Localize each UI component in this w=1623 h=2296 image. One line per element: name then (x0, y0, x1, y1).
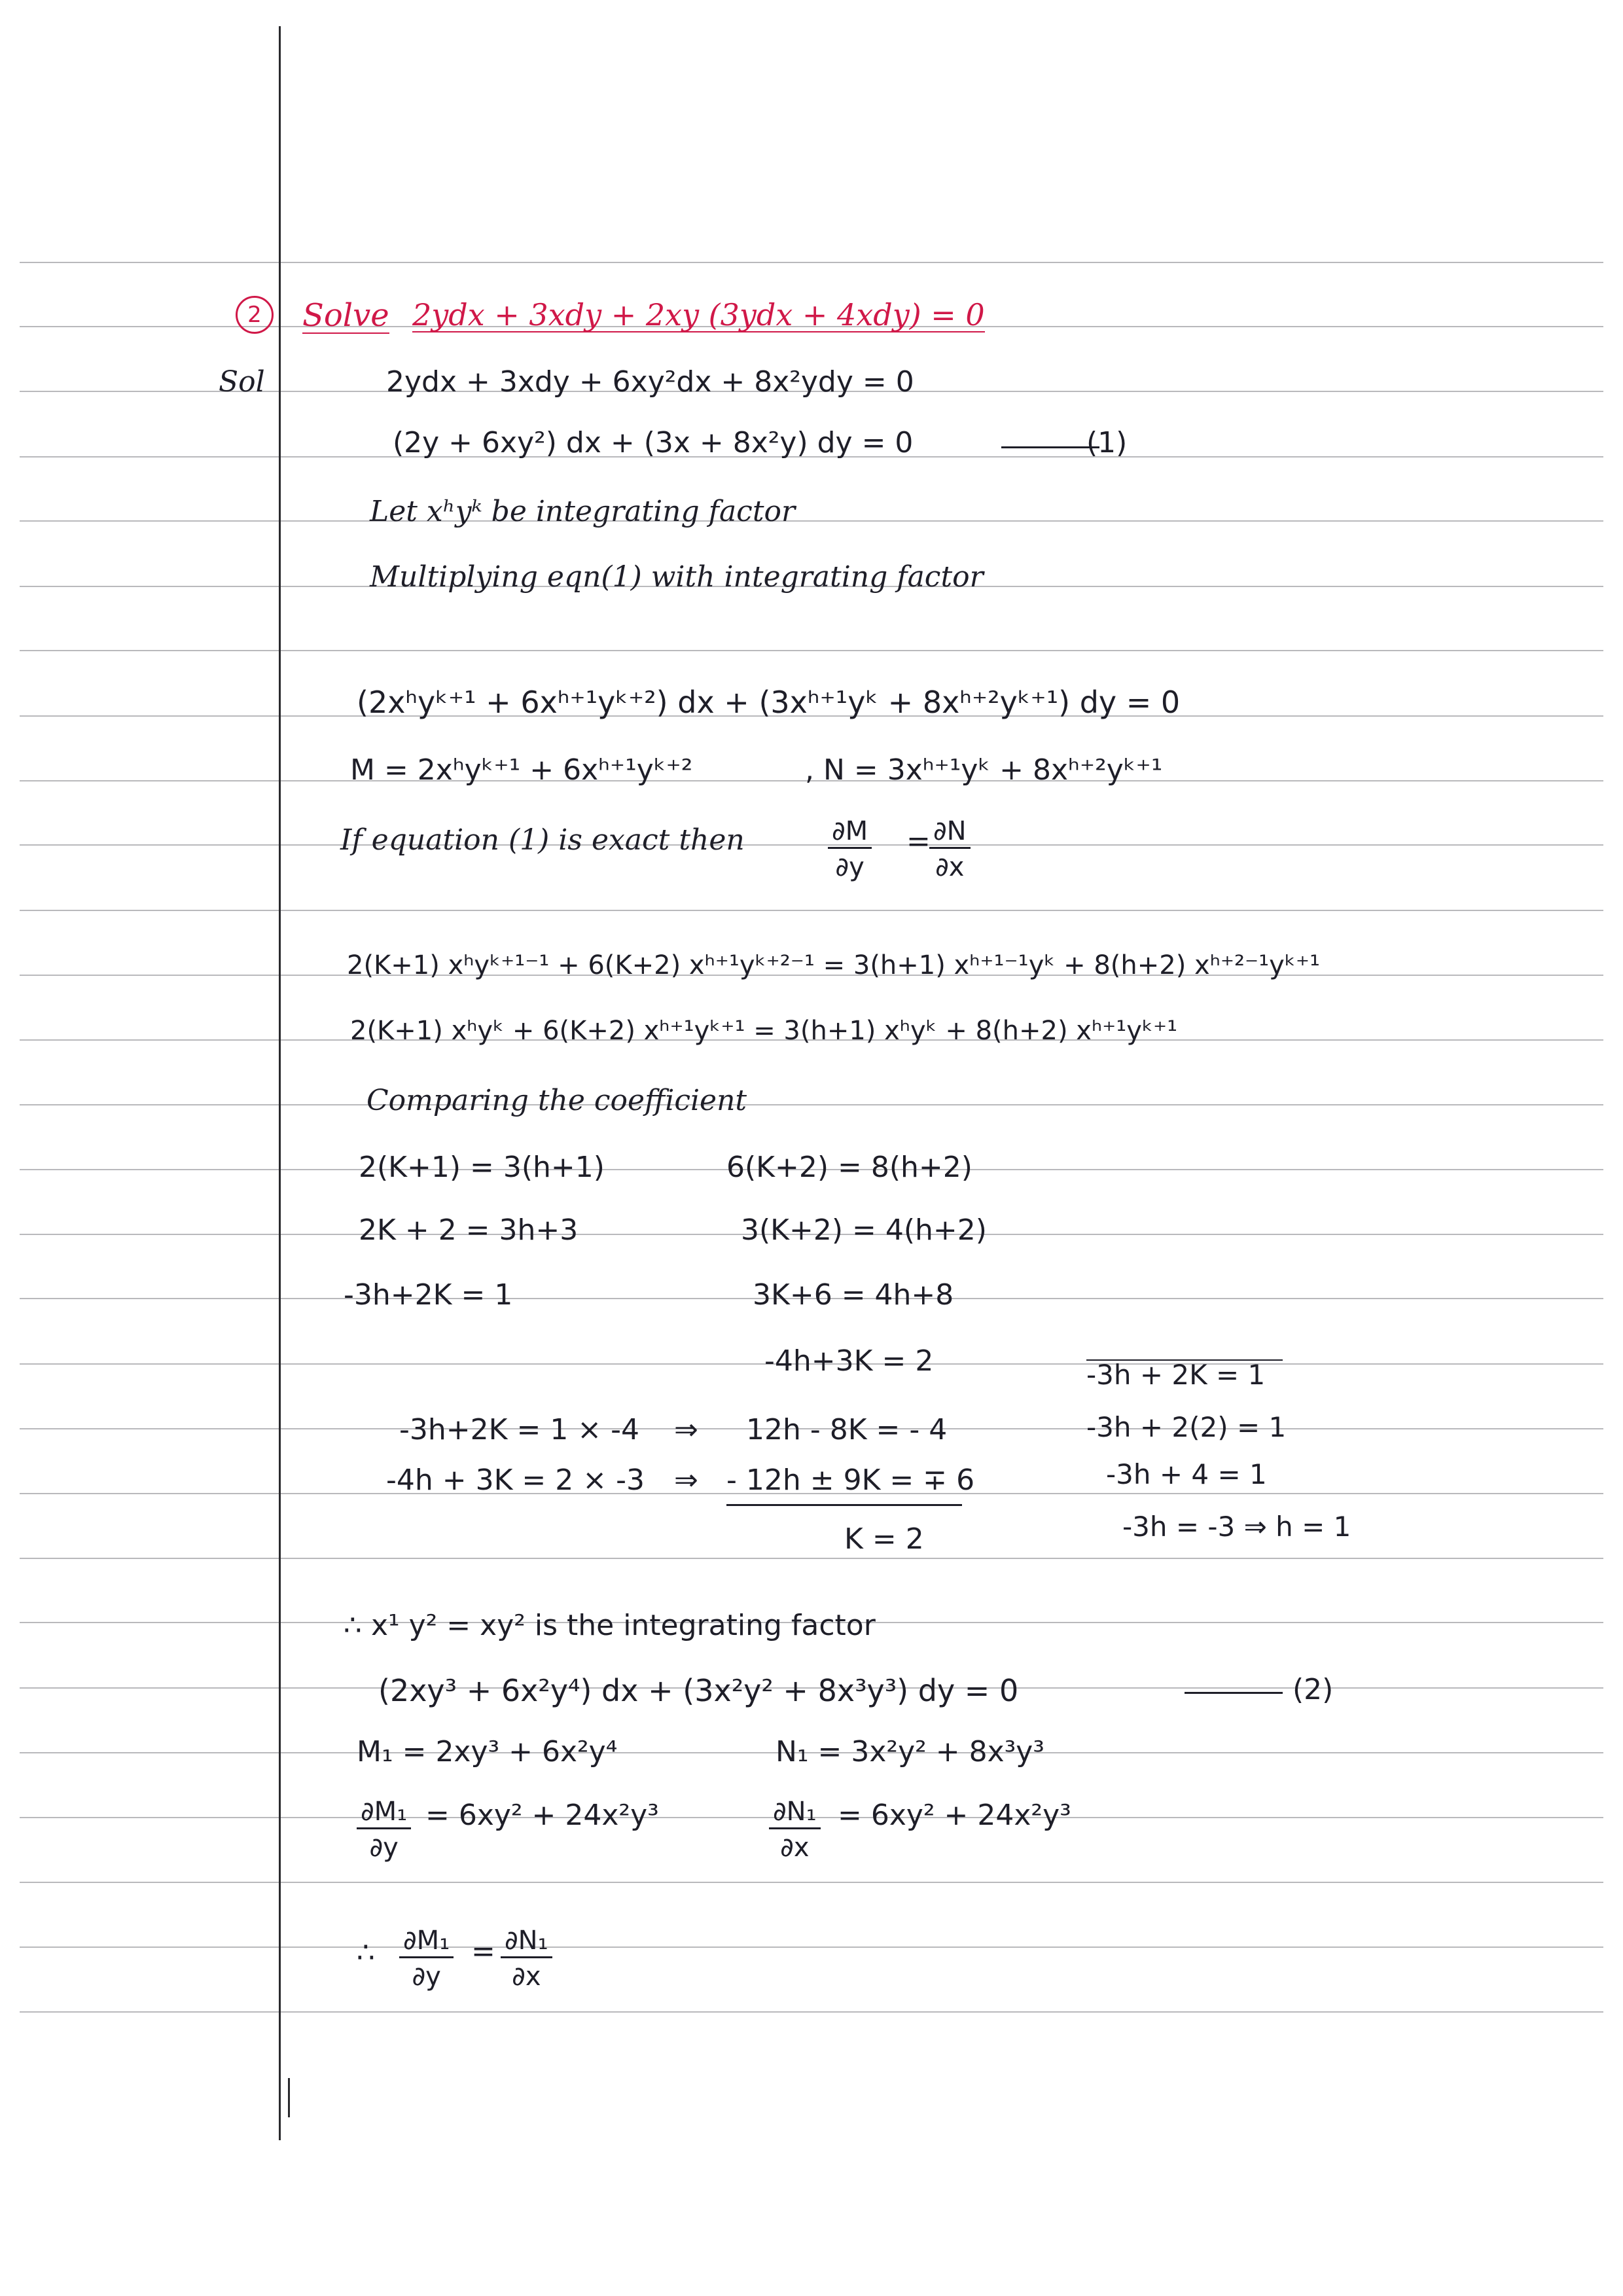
line-n1-def: N₁ = 3x²y² + 8x³y³ (776, 1735, 1044, 1768)
line-n-def: , N = 3xʰ⁺¹yᵏ + 8xʰ⁺²yᵏ⁺¹ (805, 753, 1163, 787)
problem-equation: 2ydx + 3xdy + 2xy (3ydx + 4xdy) = 0 (412, 297, 985, 332)
fraction-denominator: ∂y (835, 852, 865, 882)
fraction-denominator: ∂x (512, 1962, 541, 1992)
therefore-symbol: ∴ (357, 1936, 375, 1969)
line-m-def: M = 2xʰyᵏ⁺¹ + 6xʰ⁺¹yᵏ⁺² (350, 753, 693, 787)
coef-eq-2b: 3(K+2) = 4(h+2) (741, 1213, 987, 1247)
ruled-line (20, 650, 1603, 651)
ruled-line (20, 1882, 1603, 1883)
ruled-line (20, 1104, 1603, 1105)
fraction-dn1-dx (769, 1799, 821, 1861)
fraction-numerator: ∂N (929, 818, 971, 849)
sol-label: Sol (219, 365, 265, 399)
coef-eq-3b: 3K+6 = 4h+8 (753, 1278, 954, 1312)
dn1-value: = 6xy² + 24x²y³ (838, 1799, 1071, 1832)
elim-eq-1: -3h+2K = 1 × -4 (399, 1413, 640, 1446)
ruled-line (20, 910, 1603, 911)
h-solve-2: -3h + 2(2) = 1 (1086, 1411, 1287, 1443)
fraction-numerator: ∂M₁ (399, 1928, 454, 1958)
h-solve-4: -3h = -3 ⇒ h = 1 (1122, 1511, 1351, 1543)
coef-eq-4b: -4h+3K = 2 (764, 1344, 934, 1378)
line-if-found: ∴ x¹ y² = xy² is the integrating factor (344, 1609, 876, 1642)
fraction-dn-dx (929, 818, 971, 880)
fraction-denominator: ∂x (780, 1833, 810, 1863)
coef-eq-1a: 2(K+1) = 3(h+1) (359, 1151, 605, 1184)
elim-result-1: 12h - 8K = - 4 (746, 1413, 948, 1446)
fraction-dm1-dy (357, 1799, 411, 1861)
line-multiplying: Multiplying eqn(1) with integrating factor (370, 560, 984, 594)
fraction-numerator: ∂N₁ (501, 1928, 552, 1958)
tag-dash-2 (1185, 1692, 1283, 1694)
fraction-denominator: ∂x (935, 852, 965, 882)
line-multiplied-eq: (2xʰyᵏ⁺¹ + 6xʰ⁺¹yᵏ⁺²) dx + (3xʰ⁺¹yᵏ + 8xʰ⁺²yᵏ⁺¹) dy = 0 (357, 685, 1181, 720)
h-solve-rule (1086, 1359, 1283, 1361)
h-solve-1: -3h + 2K = 1 (1086, 1359, 1266, 1391)
ruled-line (20, 520, 1603, 522)
ruled-line (20, 1946, 1603, 1948)
coef-eq-2a: 2K + 2 = 3h+3 (359, 1213, 579, 1247)
equals-sign-final: = (471, 1935, 495, 1968)
fraction-denominator: ∂y (412, 1962, 441, 1992)
sum-line (726, 1504, 962, 1506)
tag-2: (2) (1293, 1673, 1334, 1706)
line-simplified: 2(K+1) xʰyᵏ + 6(K+2) xʰ⁺¹yᵏ⁺¹ = 3(h+1) xʰyᵏ + 8(h+2) xʰ⁺¹yᵏ⁺¹ (350, 1016, 1178, 1046)
fraction-denominator: ∂y (369, 1833, 399, 1863)
tag-dash (1001, 446, 1099, 448)
line-partial-derivatives: 2(K+1) xʰyᵏ⁺¹⁻¹ + 6(K+2) xʰ⁺¹yᵏ⁺²⁻¹ = 3(h+1) xʰ⁺¹⁻¹yᵏ + 8(h+2) xʰ⁺²⁻¹yᵏ⁺¹ (347, 950, 1321, 980)
fraction-numerator: ∂N₁ (769, 1799, 821, 1829)
dm1-value: = 6xy² + 24x²y³ (425, 1799, 659, 1832)
elim-arrow-1: ⇒ (674, 1413, 698, 1446)
equals-sign: = (906, 825, 931, 858)
ruled-line (20, 844, 1603, 846)
line-equation-1: (2y + 6xy²) dx + (3x + 8x²y) dy = 0 (393, 426, 914, 459)
elim-result-k: K = 2 (844, 1522, 924, 1556)
solve-label: Solve (302, 297, 389, 334)
line-comparing: Comparing the coefficient (366, 1084, 747, 1117)
line-m1-def: M₁ = 2xy³ + 6x²y⁴ (357, 1735, 618, 1768)
coef-eq-3a: -3h+2K = 1 (344, 1278, 513, 1312)
problem-number: 2 (236, 296, 274, 334)
line-expanded: 2ydx + 3xdy + 6xy²dx + 8x²ydy = 0 (386, 365, 914, 399)
pen-stroke (288, 2078, 290, 2117)
margin-line (279, 26, 281, 2140)
line-exact-condition: If equation (1) is exact then (340, 823, 745, 857)
fraction-numerator: ∂M₁ (357, 1799, 411, 1829)
coef-eq-1b: 6(K+2) = 8(h+2) (726, 1151, 972, 1184)
elim-eq-2: -4h + 3K = 2 × -3 (386, 1463, 645, 1497)
tag-1: (1) (1086, 426, 1128, 459)
elim-result-2: - 12h ± 9K = ∓ 6 (726, 1463, 975, 1497)
fraction-final-lhs (399, 1928, 454, 1990)
fraction-dm-dy (828, 818, 872, 880)
h-solve-3: -3h + 4 = 1 (1106, 1458, 1267, 1490)
elim-arrow-2: ⇒ (674, 1463, 698, 1497)
fraction-numerator: ∂M (828, 818, 872, 849)
line-equation-2: (2xy³ + 6x²y⁴) dx + (3x²y² + 8x³y³) dy = 0 (378, 1673, 1019, 1708)
ruled-line (20, 1558, 1603, 1559)
line-let: Let xʰyᵏ be integrating factor (370, 495, 796, 528)
ruled-line (20, 2011, 1603, 2013)
fraction-final-rhs (501, 1928, 552, 1990)
ruled-line (20, 262, 1603, 263)
